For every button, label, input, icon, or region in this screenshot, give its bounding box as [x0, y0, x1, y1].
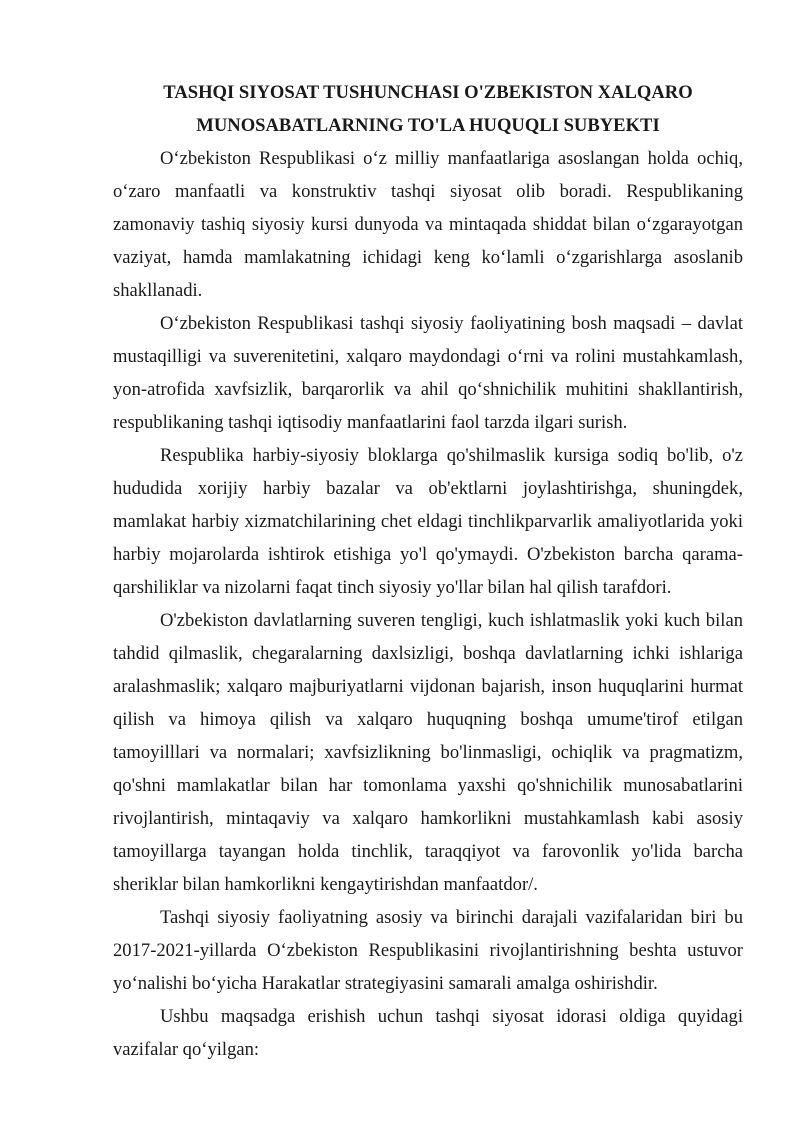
paragraph-5: Tashqi siyosiy faoliyatning asosiy va birinchi darajali vazifalaridan biri bu 2017-2021-yillarda O‘zbekiston Respublikasini rivojlantirishning beshta ustuvor yo‘nalishi bo‘yicha Harakatlar strategiyasini samarali amalga oshirishdir. [113, 907, 743, 994]
paragraph-4: O'zbekiston davlatlarning suveren tengligi, kuch ishlatmaslik yoki kuch bilan tahdid qilmaslik, chegaralarning daxlsizligi, boshqa davlatlarning ichki ishlariga aralashmaslik; xalqaro majburiyatlarni vijdonan bajarish, inson huquqlarini hurmat qilish va himoya qilish va xalqaro huquqning boshqa umume'tirof etilgan tamoyilllari va normalari; xavfsizlikning bo'linmasligi, ochiqlik va pragmatizm, qo'shni mamlakatlar bilan har tomonlama yaxshi qo'shnichilik munosabatlarini rivojlantirish, mintaqaviy va xalqaro hamkorlikni mustahkamlash kabi asosiy tamoyillarga tayangan holda tinchlik, taraqqiyot va farovonlik yo'lida barcha sheriklar bilan hamkorlikni kengaytirishdan manfaatdor/. [113, 610, 743, 895]
paragraph-3: Respublika harbiy-siyosiy bloklarga qo'shilmaslik kursiga sodiq bo'lib, o'z hududida xorijiy harbiy bazalar va ob'ektlarni joylashtirishga, shuningdek, mamlakat harbiy xizmatchilarining chet eldagi tinchlikparvarlik amaliyotlarida yoki harbiy mojarolarda ishtirok etishiga yo'l qo'ymaydi. O'zbekiston barcha qarama-qarshiliklar va nizolarni faqat tinch siyosiy yo'llar bilan hal qilish tarafdori. [113, 445, 743, 598]
paragraph-6: Ushbu maqsadga erishish uchun tashqi siyosat idorasi oldiga quyidagi vazifalar qo‘yilgan: [113, 1006, 743, 1060]
title-line-1: TASHQI SIYOSAT TUSHUNCHASI O'ZBEKISTON XALQARO [163, 82, 693, 103]
paragraph-1: O‘zbekiston Respublikasi o‘z milliy manfaatlariga asoslangan holda ochiq, o‘zaro manfaatli va konstruktiv tashqi siyosat olib boradi. Respublikaning zamonaviy tashiq siyosiy kursi dunyoda va mintaqada shiddat bilan o‘zgarayotgan vaziyat, hamda mamlakatning ichidagi keng ko‘lamli o‘zgarishlarga asoslanib shakllanadi. [113, 148, 743, 301]
paragraph-2: O‘zbekiston Respublikasi tashqi siyosiy faoliyatining bosh maqsadi – davlat mustaqilligi va suverenitetini, xalqaro maydondagi o‘rni va rolini mustahkamlash, yon-atrofida xavfsizlik, barqarorlik va ahil qo‘shnichilik muhitini shakllantirish, respublikaning tashqi iqtisodiy manfaatlarini faol tarzda ilgari surish. [113, 313, 743, 433]
title-line-2: MUNOSABATLARNING TO'LA HUQUQLI SUBYEKTI [196, 115, 660, 136]
document-title [113, 76, 743, 142]
